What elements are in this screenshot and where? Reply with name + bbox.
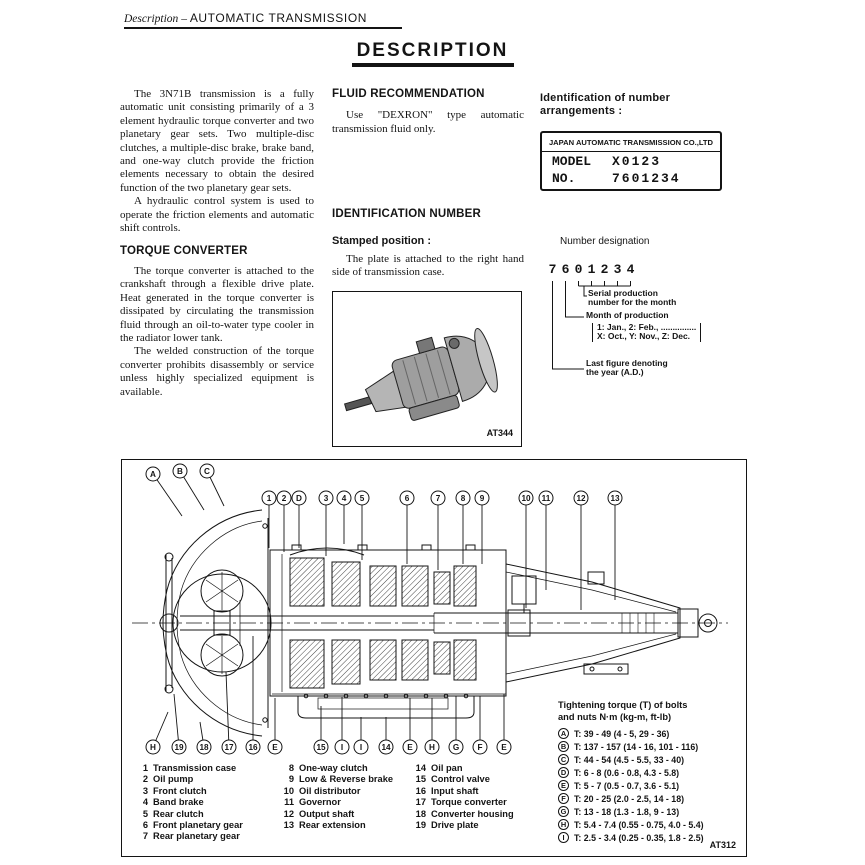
torque-title-line-2: and nuts N·m (kg-m, ft-lb) (558, 711, 672, 722)
year-note-line-2: the year (A.D.) (586, 367, 644, 378)
legend-item-number: 3 (142, 785, 148, 796)
callout-label: D (296, 494, 302, 503)
torque-converter-heading: TORQUE CONVERTER (120, 245, 248, 258)
figure-code-at344: AT344 (486, 428, 513, 439)
plate-model-value: X0123 (612, 154, 662, 170)
serial-production-note (588, 289, 676, 309)
callout-label: 9 (479, 494, 485, 503)
number-arrangement-heading: Identification of number arrangements : (540, 92, 671, 117)
header-title: AUTOMATIC TRANSMISSION (189, 11, 368, 25)
legend-item-number: 17 (415, 797, 426, 808)
page-title: DESCRIPTION (356, 40, 509, 61)
callout-label: H (429, 743, 435, 752)
legend-item (414, 786, 514, 797)
legend-item (282, 774, 393, 785)
legend-item (282, 786, 393, 797)
legend-item-number: 16 (415, 785, 426, 796)
callout-label: C (204, 467, 210, 476)
callout-label: 6 (404, 494, 410, 503)
torque-key-circle: G (558, 806, 569, 817)
designation-digit: 3 (613, 261, 622, 277)
torque-item (558, 753, 742, 766)
serial-note-line-2: number for the month (588, 297, 677, 308)
identification-number-heading: IDENTIFICATION NUMBER (332, 208, 482, 221)
stamped-position-figure (332, 291, 522, 447)
legend-item-label: Input shaft (431, 785, 479, 796)
legend-column-3 (414, 763, 514, 831)
legend-item-label: Front planetary gear (153, 820, 243, 831)
legend-item-label: Oil pan (431, 763, 463, 773)
legend-item-number: 6 (142, 820, 148, 831)
page-header (124, 11, 744, 25)
plate-model-label: MODEL (552, 154, 592, 170)
intro-paragraph-2: A hydraulic control system is used to operate the friction elements and automatic shift controls. (120, 195, 314, 235)
torque-key-circle: I (558, 832, 569, 843)
year-note-line-1: Last figure denoting (586, 357, 668, 368)
torque-spec-rows (558, 727, 742, 844)
legend-item (414, 797, 514, 808)
month-codes-list (592, 323, 701, 343)
number-designation-label: Number designation (560, 236, 650, 248)
page-title-rule (352, 63, 514, 67)
legend-item (136, 820, 243, 831)
torque-value: T: 13 - 18 (1.3 - 1.8, 9 - 13) (574, 806, 680, 817)
torque-value: T: 137 - 157 (14 - 16, 101 - 116) (574, 741, 699, 752)
legend-item-number: 12 (283, 808, 294, 819)
legend-item-number: 14 (415, 763, 426, 773)
callout-label: 14 (381, 743, 391, 752)
legend-item-number: 11 (284, 797, 294, 808)
designation-digit: 0 (574, 261, 583, 277)
torque-value: T: 5 - 7 (0.5 - 0.7, 3.6 - 5.1) (574, 780, 680, 791)
stamped-position-heading: Stamped position : (332, 234, 431, 247)
figure-code-at312: AT312 (709, 840, 736, 850)
callout-label: 13 (610, 494, 620, 503)
callout-label: E (272, 743, 278, 752)
torque-key-circle: F (558, 793, 569, 804)
callout-label: 8 (460, 494, 466, 503)
legend-item (414, 763, 514, 774)
legend-column-1 (136, 763, 243, 843)
torque-converter-paragraph-1: The torque converter is attached to the crankshaft through a flexible drive plate. Heat generated in the torque converter is dissipated by circulating the transmission fluid through an oil-to-water type cooler in the radiator lower tank. (120, 264, 314, 344)
legend-item-number: 18 (415, 808, 426, 819)
legend-item (136, 797, 243, 808)
serial-note-line-1: Serial production (588, 287, 658, 298)
torque-key-circle: D (558, 767, 569, 778)
callout-label: 2 (281, 494, 287, 503)
callout-label: I (340, 743, 344, 752)
fluid-recommendation-heading: FLUID RECOMMENDATION (332, 88, 485, 100)
legend-item (414, 809, 514, 820)
number-arrangement-column (540, 92, 746, 398)
plate-number-value: 7601234 (612, 170, 681, 186)
callout-label: 17 (224, 743, 234, 752)
torque-item (558, 779, 742, 792)
legend-item-label: Transmission case (153, 763, 237, 773)
torque-item (558, 740, 742, 753)
callout-label: 12 (576, 494, 586, 503)
torque-item (558, 792, 742, 805)
legend-item-label: Governor (299, 797, 341, 808)
legend-item-number: 13 (283, 820, 294, 831)
designation-digit: 4 (626, 261, 635, 277)
callout-label: B (177, 467, 183, 476)
plate-model-row (542, 152, 720, 168)
legend-item-number: 9 (288, 774, 294, 785)
callout-label: 7 (435, 494, 441, 503)
legend-item (282, 820, 393, 831)
stamped-position-text: The plate is attached to the right hand side of transmission case. (332, 253, 524, 279)
header-rule (124, 27, 402, 29)
legend-item (414, 774, 514, 785)
torque-value: T: 44 - 54 (4.5 - 5.5, 33 - 40) (574, 754, 685, 765)
torque-key-circle: B (558, 741, 569, 752)
torque-title-line-1: Tightening torque (T) of bolts (558, 700, 688, 710)
callout-label: 5 (359, 494, 365, 503)
callout-label: 3 (323, 494, 329, 503)
torque-key-circle: C (558, 754, 569, 765)
legend-item (136, 831, 243, 842)
legend-item-label: Converter housing (431, 808, 514, 819)
callout-label: 18 (199, 743, 209, 752)
month-codes-line-2: X: Oct., Y: Nov., Z: Dec. (597, 331, 691, 342)
torque-value: T: 2.5 - 3.4 (0.25 - 0.35, 1.8 - 2.5) (574, 832, 704, 843)
legend-item (136, 786, 243, 797)
designation-digit: 6 (561, 261, 570, 277)
legend-item-label: Oil distributor (299, 785, 361, 796)
callout-label: E (501, 743, 507, 752)
plate-number-row (542, 169, 720, 185)
legend-item (136, 763, 243, 774)
month-of-production-note: Month of production (586, 309, 669, 320)
legend-item (282, 763, 393, 774)
month-codes-line-1: 1: Jan., 2: Feb., ............... (597, 321, 697, 332)
legend-item (282, 809, 393, 820)
legend-item (282, 797, 393, 808)
designation-digit: 2 (600, 261, 609, 277)
number-designation-diagram (540, 263, 746, 398)
callout-label: I (359, 743, 363, 752)
torque-item (558, 805, 742, 818)
callout-label: E (407, 743, 413, 752)
identification-plate (540, 131, 722, 191)
legend-item-number: 19 (415, 820, 426, 831)
callout-label: 16 (248, 743, 258, 752)
legend-item-number: 7 (142, 831, 148, 842)
callout-label: 1 (266, 494, 272, 503)
callout-label: 19 (174, 743, 184, 752)
legend-item-number: 5 (142, 808, 148, 819)
torque-item (558, 818, 742, 831)
legend-column-2 (282, 763, 393, 831)
legend-item-number: 10 (283, 785, 294, 796)
legend-item-label: Drive plate (431, 820, 479, 831)
legend-item (414, 820, 514, 831)
legend-item-label: Rear planetary gear (153, 831, 240, 842)
callout-label: 10 (521, 494, 531, 503)
legend-item-label: Control valve (431, 774, 490, 785)
torque-spec-block (558, 700, 742, 844)
legend-item-label: Band brake (153, 797, 204, 808)
legend-item-number: 15 (415, 774, 426, 785)
legend-item-number: 2 (142, 774, 148, 785)
plate-number-label: NO. (552, 170, 576, 186)
legend-item-label: Output shaft (299, 808, 355, 819)
callout-label: 4 (341, 494, 347, 503)
transmission-side-view-illustration (333, 302, 521, 434)
designation-digit: 7 (548, 261, 557, 277)
legend-item-number: 4 (142, 797, 148, 808)
legend-item-label: Torque converter (431, 797, 507, 808)
torque-converter-paragraph-2: The welded construction of the torque converter prohibits disassembly or service unless highly specialized equipment is available. (120, 345, 314, 398)
header-dash: – (181, 13, 187, 25)
middle-column (332, 88, 524, 447)
legend-item-label: Low & Reverse brake (299, 774, 394, 785)
callout-label: A (150, 470, 156, 479)
torque-value: T: 6 - 8 (0.6 - 0.8, 4.3 - 5.8) (574, 767, 680, 778)
torque-value: T: 20 - 25 (2.0 - 2.5, 14 - 18) (574, 793, 685, 804)
torque-item (558, 727, 742, 740)
intro-paragraph-1: The 3N71B transmission is a fully automatic unit consisting primarily of a 3 element hydraulic torque converter and two planetary gear sets. Two multiple-disc clutches, a multiple-disc brake, brake band, and one-way clutch provide the friction elements necessary to obtain the desired function of the two planetary gear sets. (120, 88, 314, 194)
torque-value: T: 39 - 49 (4 - 5, 29 - 36) (574, 728, 670, 739)
fluid-recommendation-text: Use "DEXRON" type automatic transmission fluid only. (332, 109, 524, 135)
legend-item (136, 809, 243, 820)
intro-column (120, 88, 314, 399)
legend-item-label: Front clutch (153, 785, 207, 796)
legend-item-number: 8 (288, 763, 294, 773)
torque-key-circle: E (558, 780, 569, 791)
designation-digit: 1 (587, 261, 596, 277)
torque-item (558, 766, 742, 779)
legend-item-number: 1 (142, 763, 148, 773)
legend-item-label: One-way clutch (299, 763, 368, 773)
callout-label: 15 (316, 743, 326, 752)
torque-key-circle: H (558, 819, 569, 830)
callout-label: F (477, 743, 483, 752)
torque-key-circle: A (558, 728, 569, 739)
callout-label: 11 (541, 494, 551, 503)
transmission-cross-section-figure (121, 459, 747, 857)
legend-item-label: Oil pump (153, 774, 194, 785)
legend-item-label: Rear extension (299, 820, 366, 831)
torque-value: T: 5.4 - 7.4 (0.55 - 0.75, 4.0 - 5.4) (574, 819, 704, 830)
callout-label: H (150, 743, 156, 752)
legend-item-label: Rear clutch (153, 808, 204, 819)
callout-layer (146, 464, 622, 754)
legend-item (136, 774, 243, 785)
torque-spec-title (558, 700, 742, 723)
plate-company-name: JAPAN AUTOMATIC TRANSMISSION CO.,LTD (542, 135, 720, 152)
callout-label: G (452, 743, 460, 752)
header-section-label: Description (124, 13, 179, 25)
year-figure-note (586, 359, 668, 379)
